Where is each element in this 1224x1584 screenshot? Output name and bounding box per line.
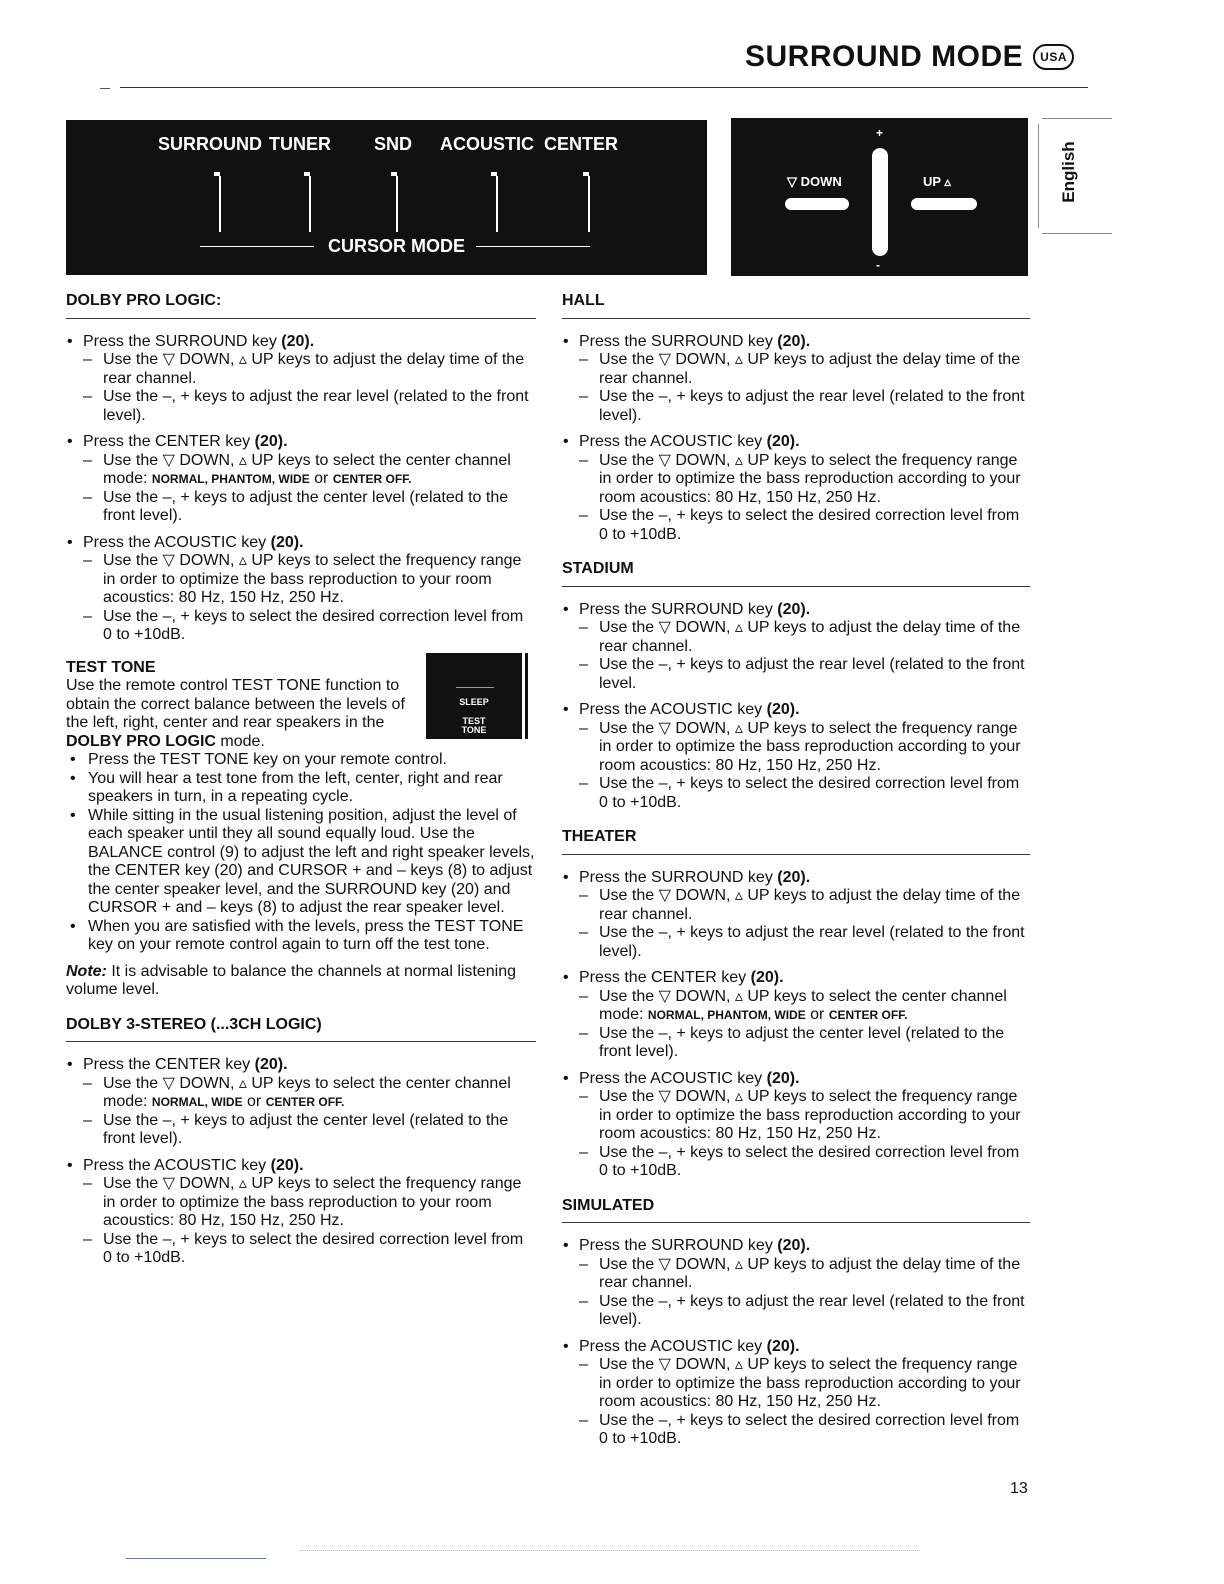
page-title-text: SURROUND MODE — [744, 40, 1024, 73]
note-text: It is advisable to balance the channels at normal listening volume level. — [66, 962, 517, 998]
key-ref: (20). — [777, 868, 811, 886]
key-ref: (20). — [254, 1056, 288, 1073]
language-tab — [1038, 118, 1114, 234]
key-ref: (20). — [750, 969, 784, 986]
mode-off: CENTER OFF. — [828, 1008, 908, 1022]
sub-item-text: Use the ▽ DOWN, ▵ UP keys to select the center channel mode: — [103, 1074, 511, 1110]
key-label-surround: SURROUND — [158, 134, 263, 154]
remote-test-word: TEST — [462, 715, 486, 726]
mode-or: or — [805, 1006, 829, 1023]
list-item — [562, 1237, 1030, 1330]
sub-item: – Use the –, + keys to select the desired correction level from 0 to +10dB. — [579, 775, 1030, 812]
section-heading-simulated: SIMULATED — [562, 1197, 1030, 1224]
sub-item: – Use the –, + keys to adjust the center level (related to the front level). — [83, 1112, 536, 1149]
sub-item: – Use the ▽ DOWN, ▵ UP keys to adjust the delay time of the rear channel. — [579, 619, 1030, 656]
sub-item: – Use the –, + keys to select the desired correction level from 0 to +10dB. — [83, 608, 536, 645]
note-label: Note: — [66, 962, 107, 980]
bullet-text: Press the ACOUSTIC key — [579, 1337, 767, 1355]
test-tone-step: • You will hear a test tone from the left, center, right and rear speakers in turn, in a repeating cycle. — [66, 770, 536, 807]
sub-item: – Use the ▽ DOWN, ▵ UP keys to adjust the delay time of the rear channel. — [579, 1256, 1030, 1293]
cursor-plus-label: + — [876, 126, 884, 140]
key-line-center — [588, 176, 590, 232]
remote-control-illustration — [426, 653, 522, 739]
key-ref: (20). — [270, 533, 304, 551]
footer-rule — [126, 1558, 266, 1559]
mode-or: or — [309, 470, 333, 487]
sub-item — [83, 1075, 536, 1112]
cursor-vertical-key — [872, 148, 888, 256]
key-ref: (20). — [766, 701, 800, 718]
list-item — [562, 869, 1030, 962]
cursor-down-label: ▽ DOWN — [787, 174, 842, 189]
key-label-tuner: TUNER — [269, 134, 331, 154]
sub-item: – Use the ▽ DOWN, ▵ UP keys to adjust the delay time of the rear channel. — [83, 351, 536, 388]
remote-divider — [456, 687, 494, 688]
remote-sleep-label: SLEEP — [459, 696, 489, 707]
section-heading-theater: THEATER — [562, 828, 1030, 855]
language-label: English — [1059, 141, 1078, 203]
list-item — [562, 333, 1030, 426]
key-ref: (20). — [777, 1237, 811, 1254]
left-column — [66, 292, 536, 1276]
page-title — [745, 40, 1074, 74]
mode-off: CENTER OFF. — [265, 1095, 345, 1109]
key-ref: (20). — [766, 433, 800, 450]
sub-item: – Use the ▽ DOWN, ▵ UP keys to adjust the delay time of the rear channel. — [579, 351, 1030, 388]
cursor-minus-label: - — [876, 258, 880, 272]
remote-test-tone-label — [426, 717, 522, 735]
test-tone-intro-text: Use the remote control TEST TONE function to obtain the correct balance between the levels of the left, right, center and rear speakers in the — [66, 677, 405, 731]
sub-item-text: Use the ▽ DOWN, ▵ UP keys to select the center channel mode: — [103, 451, 511, 487]
test-tone-step: • Press the TEST TONE key on your remote control. — [66, 751, 536, 770]
mode-list: NORMAL, WIDE — [151, 1095, 243, 1109]
list-item — [66, 1157, 536, 1268]
bullet-text: Press the ACOUSTIC key — [83, 1156, 271, 1174]
list-item — [562, 433, 1030, 544]
language-tab-top — [1042, 118, 1112, 119]
sub-item-text: Use the ▽ DOWN, ▵ UP keys to select the center channel mode: — [599, 987, 1007, 1023]
surround-keys-diagram — [66, 120, 707, 275]
bullet-text: Press the SURROUND key — [579, 600, 778, 618]
sub-item: – Use the –, + keys to select the desired correction level from 0 to +10dB. — [579, 1412, 1030, 1449]
mode-off: CENTER OFF. — [332, 472, 412, 486]
list-item — [562, 969, 1030, 1062]
cursor-up-key — [911, 198, 977, 210]
key-label-acoustic: ACOUSTIC — [440, 134, 534, 154]
right-column — [562, 292, 1030, 1457]
cursor-mode-line-right — [476, 246, 590, 247]
cursor-mode-label: CURSOR MODE — [328, 236, 466, 256]
footer-scan-noise — [300, 1550, 920, 1551]
header-rule — [120, 87, 1088, 88]
bullet-text: Press the CENTER key — [83, 1056, 255, 1073]
note — [66, 963, 536, 1000]
header-rule-dash — [100, 88, 110, 89]
sub-item: – Use the –, + keys to adjust the rear level (related to the front level). — [579, 388, 1030, 425]
sub-item: – Use the –, + keys to adjust the rear level (related to the front level). — [83, 388, 536, 425]
mode-or: or — [242, 1093, 266, 1110]
list-item — [562, 1338, 1030, 1449]
key-line-surround — [219, 176, 221, 232]
test-tone-intro-end: mode. — [215, 732, 265, 750]
sub-item: – Use the ▽ DOWN, ▵ UP keys to select the frequency range in order to optimize the bass reproduction to your room acoustics: 80 Hz, 150 Hz, 250 Hz. — [83, 1175, 536, 1231]
section-heading-stadium: STADIUM — [562, 560, 1030, 587]
bullet-text: Press the ACOUSTIC key — [579, 701, 767, 718]
section-heading-dolby-pro-logic: DOLBY PRO LOGIC: — [66, 292, 536, 319]
sub-item: – Use the –, + keys to select the desired correction level from 0 to +10dB. — [579, 1144, 1030, 1181]
test-tone-step: • When you are satisfied with the levels, press the TEST TONE key on your remote control again to turn off the test tone. — [66, 918, 536, 955]
bullet-text: Press the SURROUND key — [579, 332, 778, 350]
bullet-text: Press the ACOUSTIC key — [579, 433, 767, 450]
page-number: 13 — [1010, 1480, 1028, 1497]
list-item — [562, 601, 1030, 694]
key-ref: (20). — [766, 1069, 800, 1087]
bullet-text: Press the SURROUND key — [83, 332, 282, 350]
test-tone-block — [66, 659, 536, 1000]
mode-list: NORMAL, PHANTOM, WIDE — [151, 472, 310, 486]
sub-item — [579, 988, 1030, 1025]
language-tab-bottom — [1042, 233, 1112, 234]
key-label-snd: SND — [374, 134, 413, 154]
test-tone-step: • While sitting in the usual listening position, adjust the level of each speaker until they all sound equally loud. Use the BALANCE control (9) to adjust the left and right speaker levels, the CENTER key (20) and CURSOR + and – keys (8) to adjust the center speaker level, and the SURROUND key (20) and CURSOR + and – keys (8) to adjust the rear speaker level. — [66, 807, 536, 918]
key-line-acoustic — [496, 176, 498, 232]
bullet-text: Press the SURROUND key — [579, 868, 778, 886]
bullet-text: Press the SURROUND key — [579, 1237, 778, 1254]
section-heading-dolby-3-stereo: DOLBY 3-STEREO (...3CH LOGIC) — [66, 1016, 536, 1043]
list-item — [562, 1070, 1030, 1181]
sub-item: – Use the ▽ DOWN, ▵ UP keys to select the frequency range in order to optimize the bass reproduction according to your room acoustics: 80 Hz, 150 Hz, 250 Hz. — [579, 1088, 1030, 1144]
remote-edge — [525, 653, 528, 739]
sub-item: – Use the ▽ DOWN, ▵ UP keys to adjust the delay time of the rear channel. — [579, 887, 1030, 924]
key-ref: (20). — [270, 1156, 304, 1174]
sub-item: – Use the ▽ DOWN, ▵ UP keys to select the frequency range in order to optimize the bass reproduction according to your room acoustics: 80 Hz, 150 Hz, 250 Hz. — [579, 452, 1030, 508]
test-tone-intro-mode: DOLBY PRO LOGIC — [66, 732, 216, 750]
sub-item — [83, 452, 536, 489]
list-item — [562, 701, 1030, 812]
cursor-keys-diagram — [731, 118, 1028, 276]
bullet-text: Press the CENTER key — [579, 969, 751, 986]
bullet-text: Press the ACOUSTIC key — [579, 1069, 767, 1087]
bullet-text: Press the CENTER key — [83, 433, 255, 450]
list-item — [66, 433, 536, 526]
key-ref: (20). — [777, 332, 811, 350]
sub-item: – Use the –, + keys to select the desired correction level from 0 to +10dB. — [83, 1231, 536, 1268]
remote-tone-word: TONE — [461, 724, 487, 735]
bullet-text: Press the ACOUSTIC key — [83, 533, 271, 551]
list-item — [66, 1056, 536, 1149]
sub-item: – Use the –, + keys to select the desired correction level from 0 to +10dB. — [579, 507, 1030, 544]
sub-item: – Use the –, + keys to adjust the rear level (related to the front level). — [579, 1293, 1030, 1330]
test-tone-heading: TEST TONE — [66, 658, 156, 676]
cursor-down-key — [785, 198, 849, 210]
sub-item: – Use the ▽ DOWN, ▵ UP keys to select the frequency range in order to optimize the bass reproduction to your room acoustics: 80 Hz, 150 Hz, 250 Hz. — [83, 552, 536, 608]
key-line-snd — [396, 176, 398, 232]
sub-item: – Use the –, + keys to adjust the center level (related to the front level). — [579, 1025, 1030, 1062]
key-label-center: CENTER — [544, 134, 619, 154]
key-ref: (20). — [254, 433, 288, 450]
language-tab-left — [1038, 124, 1039, 228]
key-line-tuner — [309, 176, 311, 232]
cursor-up-label: UP ▵ — [923, 174, 951, 189]
cursor-mode-line-left — [200, 246, 314, 247]
usa-badge: USA — [1033, 44, 1074, 70]
sub-item: – Use the ▽ DOWN, ▵ UP keys to select the frequency range in order to optimize the bass reproduction according to your room acoustics: 80 Hz, 150 Hz, 250 Hz. — [579, 720, 1030, 776]
key-ref: (20). — [766, 1337, 800, 1355]
sub-item: – Use the –, + keys to adjust the rear level (related to the front level). — [579, 924, 1030, 961]
list-item — [66, 534, 536, 645]
key-ref: (20). — [777, 600, 811, 618]
sub-item: – Use the –, + keys to adjust the center level (related to the front level). — [83, 489, 536, 526]
mode-list: NORMAL, PHANTOM, WIDE — [647, 1008, 806, 1022]
sub-item: – Use the –, + keys to adjust the rear level (related to the front level. — [579, 656, 1030, 693]
sub-item: – Use the ▽ DOWN, ▵ UP keys to select the frequency range in order to optimize the bass reproduction according to your room acoustics: 80 Hz, 150 Hz, 250 Hz. — [579, 1356, 1030, 1412]
list-item — [66, 333, 536, 426]
section-heading-hall: HALL — [562, 292, 1030, 319]
key-ref: (20). — [281, 332, 315, 350]
